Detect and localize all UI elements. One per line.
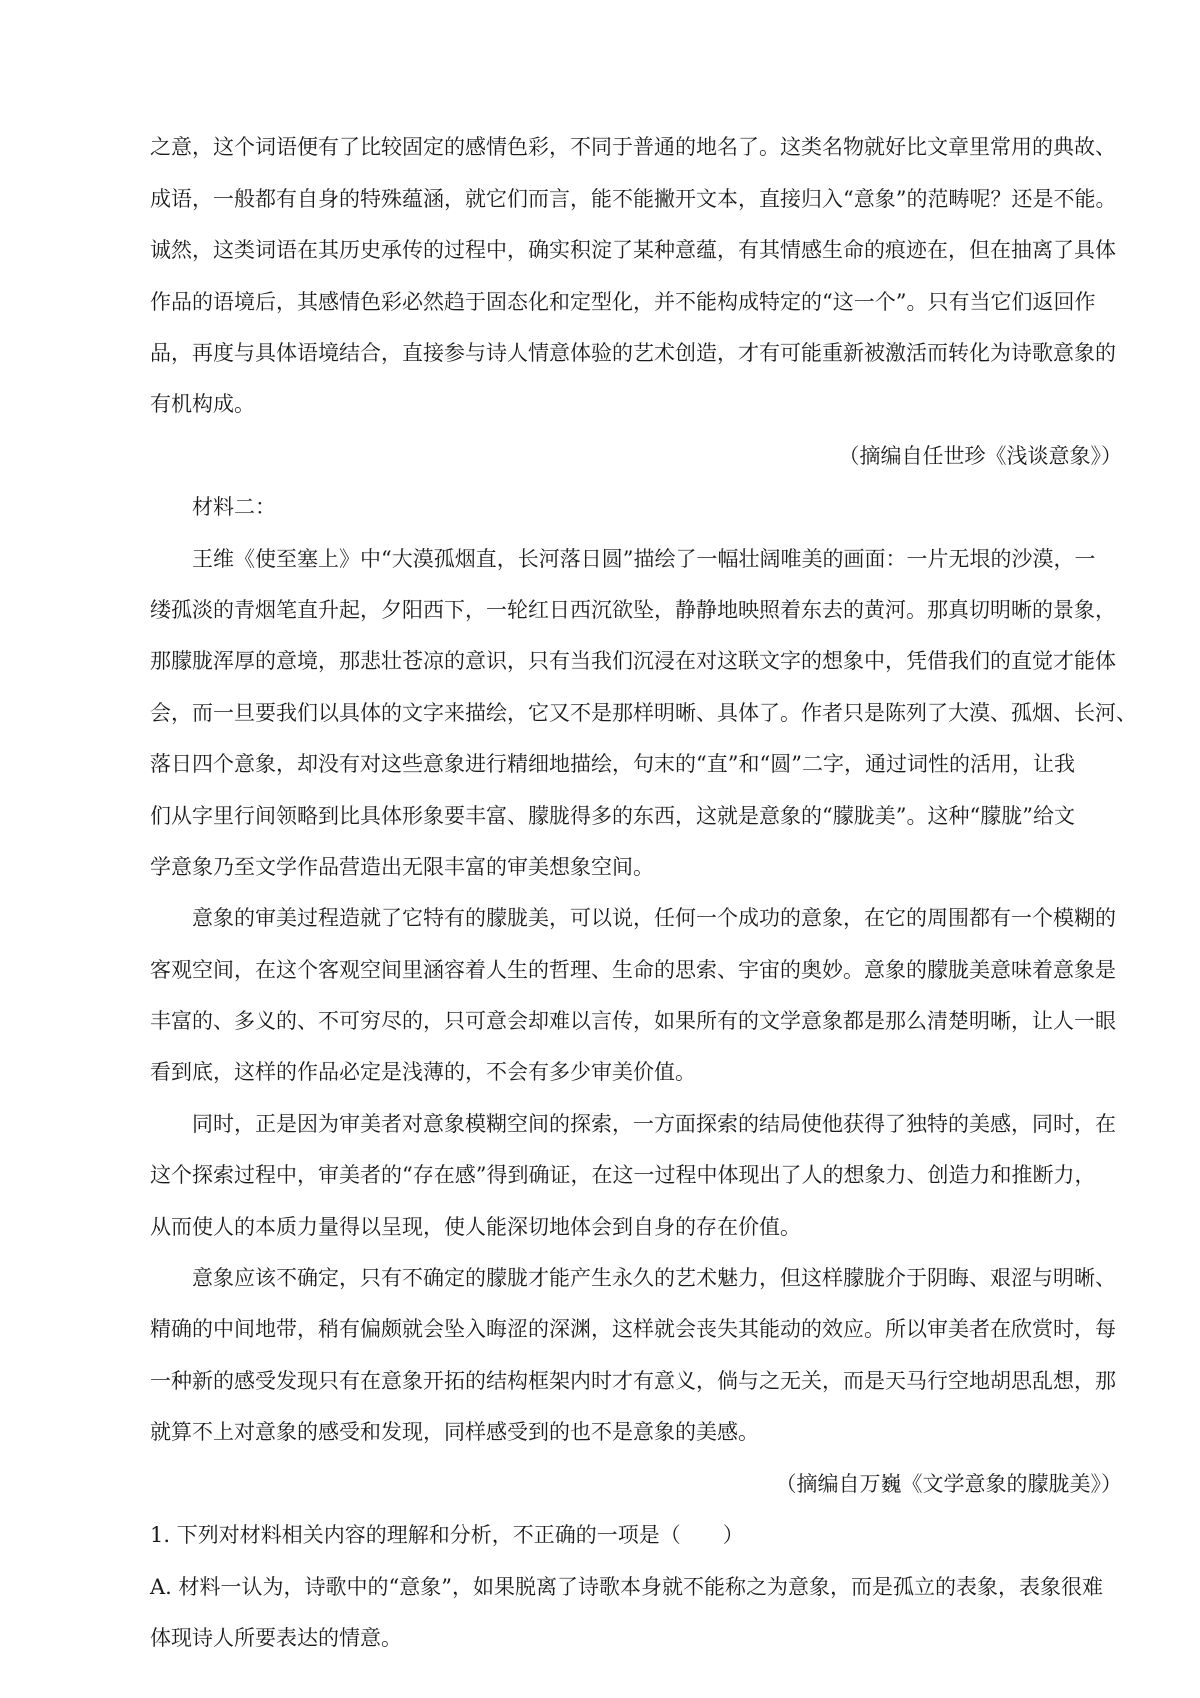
material2-p1-line: 们从字里行间领略到比具体形象要丰富、朦胧得多的东西，这就是意象的“朦胧美”。这种“朦胧”给文 — [150, 804, 1075, 828]
material2-p1-line: 王维《使至塞上》中“大漠孤烟直，长河落日圆”描绘了一幅壮阔唯美的画面：一片无垠的沙漠，一 — [192, 547, 1096, 571]
material2-p4-line: 意象应该不确定，只有不确定的朦胧才能产生永久的艺术魅力，但这样朦胧介于阴晦、艰涩与明晰、 — [192, 1266, 1116, 1290]
material2-p4-line: 就算不上对意象的感受和发现，同样感受到的也不是意象的美感。 — [150, 1420, 759, 1444]
question1-stem: 1. 下列对材料相关内容的理解和分析，不正确的一项是（ ） — [150, 1523, 744, 1547]
question1-option-a-line: 体现诗人所要表达的情意。 — [150, 1626, 402, 1650]
material1-source: （摘编自任世珍《浅谈意象》） — [838, 444, 1122, 468]
material2-p4-line: 精确的中间地带，稍有偏颇就会坠入晦涩的深渊，这样就会丧失其能动的效应。所以审美者在欣赏时，每 — [150, 1317, 1116, 1341]
material2-p1-line: 落日四个意象，却没有对这些意象进行精细地描绘，句末的“直”和“圆”二字，通过词性的活用，让我 — [150, 752, 1075, 776]
material1-line: 诚然，这类词语在其历史承传的过程中，确实积淀了某种意蕴，有其情感生命的痕迹在，但在抽离了具体 — [150, 238, 1116, 262]
material2-p1-line: 会，而一旦要我们以具体的文字来描绘，它又不是那样明晰、具体了。作者只是陈列了大漠、孤烟、长河、 — [150, 701, 1137, 725]
material2-p1-line: 那朦胧浑厚的意境，那悲壮苍凉的意识，只有当我们沉浸在对这联文字的想象中，凭借我们的直觉才能体 — [150, 649, 1116, 673]
material2-p2-line: 看到底，这样的作品必定是浅薄的，不会有多少审美价值。 — [150, 1060, 696, 1084]
material2-p2-line: 意象的审美过程造就了它特有的朦胧美，可以说，任何一个成功的意象，在它的周围都有一个模糊的 — [192, 906, 1116, 930]
question1-option-a-line: A. 材料一认为，诗歌中的“意象”，如果脱离了诗歌本身就不能称之为意象，而是孤立的表象，表象很难 — [150, 1575, 1103, 1599]
material1-line: 有机构成。 — [150, 392, 255, 416]
material2-p3-line: 从而使人的本质力量得以呈现，使人能深切地体会到自身的存在价值。 — [150, 1215, 801, 1239]
material1-line: 成语，一般都有自身的特殊蕴涵，就它们而言，能不能撇开文本，直接归入“意象”的范畴呢？还是不能。 — [150, 187, 1117, 211]
material2-p4-line: 一种新的感受发现只有在意象开拓的结构框架内时才有意义，倘与之无关，而是天马行空地胡思乱想，那 — [150, 1369, 1116, 1393]
material1-line: 之意，这个词语便有了比较固定的感情色彩，不同于普通的地名了。这类名物就好比文章里常用的典故、 — [150, 135, 1116, 159]
material2-source: （摘编自万巍《文学意象的朦胧美》） — [775, 1472, 1122, 1496]
material1-line: 作品的语境后，其感情色彩必然趋于固态化和定型化，并不能构成特定的“这一个”。只有当它们返回作 — [150, 290, 1096, 314]
material2-p1-line: 学意象乃至文学作品营造出无限丰富的审美想象空间。 — [150, 855, 654, 879]
material2-p1-line: 缕孤淡的青烟笔直升起，夕阳西下，一轮红日西沉欲坠，静静地映照着东去的黄河。那真切明晰的景象， — [150, 598, 1116, 622]
material2-heading: 材料二： — [192, 495, 276, 519]
material2-p3-line: 这个探索过程中，审美者的“存在感”得到确证，在这一过程中体现出了人的想象力、创造力和推断力， — [150, 1163, 1096, 1187]
material2-p3-line: 同时，正是因为审美者对意象模糊空间的探索，一方面探索的结局使他获得了独特的美感，同时，在 — [192, 1112, 1116, 1136]
material2-p2-line: 丰富的、多义的、不可穷尽的，只可意会却难以言传，如果所有的文学意象都是那么清楚明晰，让人一眼 — [150, 1009, 1116, 1033]
material2-p2-line: 客观空间，在这个客观空间里涵容着人生的哲理、生命的思索、宇宙的奥妙。意象的朦胧美意味着意象是 — [150, 958, 1116, 982]
material1-line: 品，再度与具体语境结合，直接参与诗人情意体验的艺术创造，才有可能重新被激活而转化为诗歌意象的 — [150, 341, 1116, 365]
